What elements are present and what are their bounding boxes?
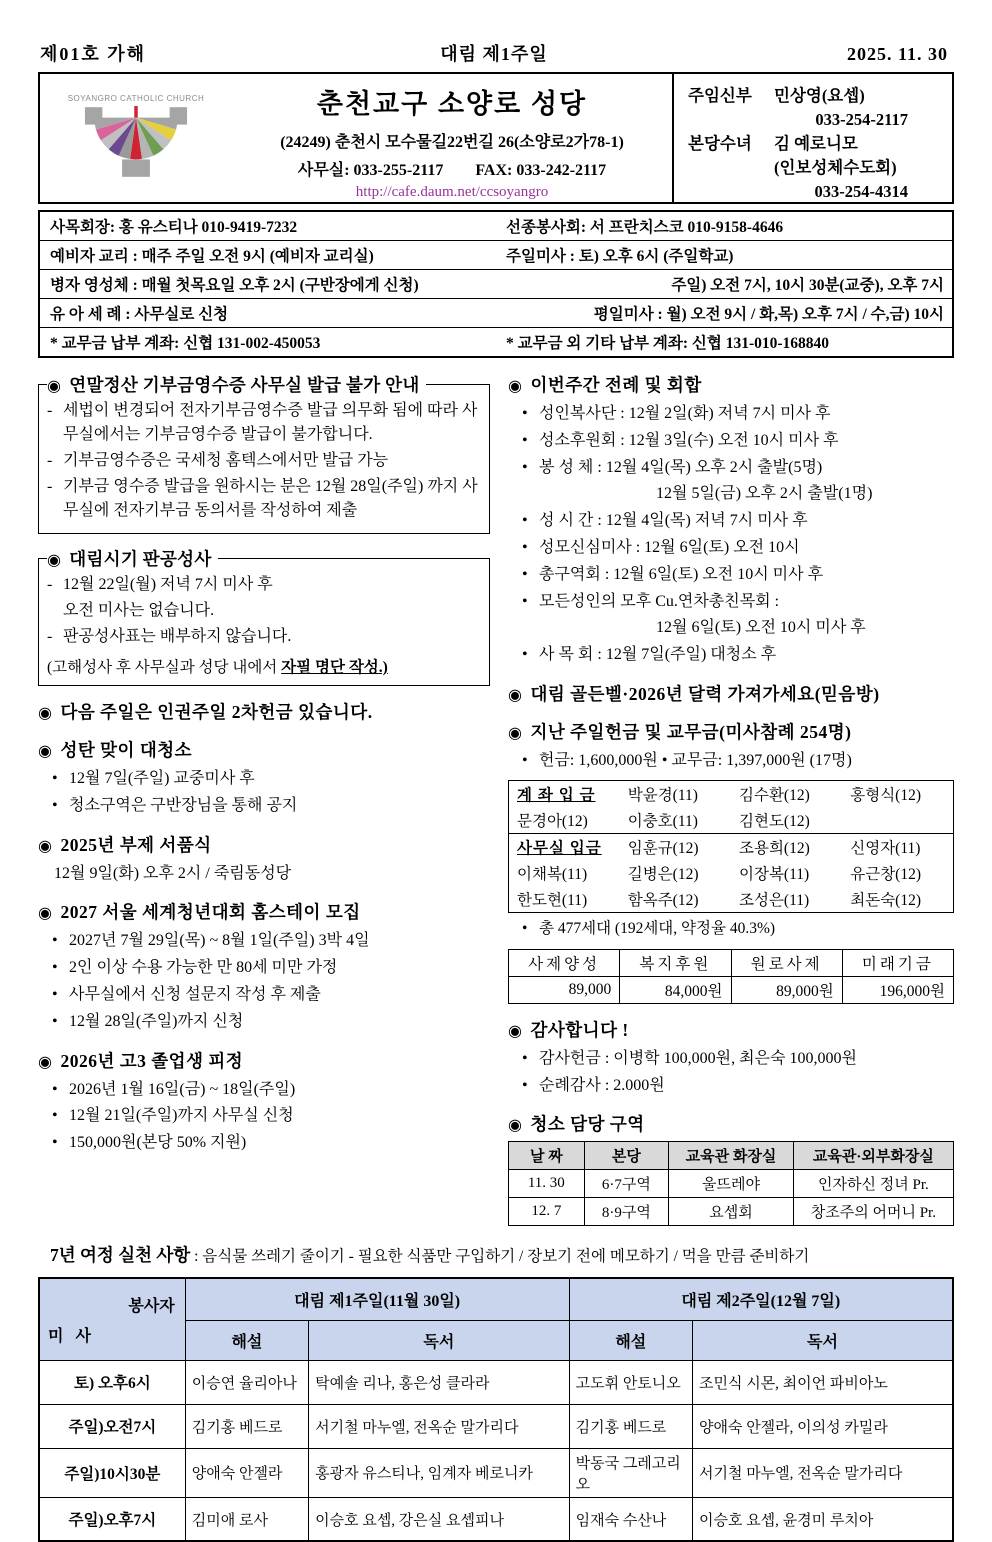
info-cell: * 교무금 납부 계좌: 신협 131-002-450053	[39, 328, 496, 358]
item-text: 총 477세대 (192세대, 약정율 40.3%)	[539, 919, 776, 937]
dash-marker-icon: -	[47, 576, 53, 593]
fax-number: FAX: 033-242-2117	[475, 162, 607, 179]
sister-role: 본당수녀	[688, 133, 752, 153]
table-header-row	[509, 1142, 954, 1170]
table-row	[39, 1404, 953, 1448]
note-emphasis: 자필 명단 작성.)	[281, 659, 388, 676]
bullet-marker-icon: •	[52, 985, 58, 1003]
donor-cell: 박윤경(11)	[627, 786, 698, 804]
list-item	[508, 536, 954, 561]
section-cleaning-title	[38, 737, 490, 762]
list-item	[38, 1131, 490, 1156]
donor-cell: 김현도(12)	[739, 812, 810, 830]
item-text: 성 시 간 : 12월 4일(목) 저녁 7시 미사 후	[539, 512, 808, 530]
server-cell: 이승호 요셉, 윤경미 루치아	[692, 1497, 953, 1541]
table-row	[509, 1170, 954, 1198]
cleaning-table	[508, 1141, 954, 1226]
server-cell: 탁예솔 리나, 홍은성 클라라	[309, 1360, 569, 1404]
list-item	[508, 563, 954, 588]
section-cleanzone-title	[508, 1111, 954, 1136]
donor-cell: 최돈숙(12)	[850, 891, 921, 909]
sister-phone: 033-254-4314	[814, 181, 908, 201]
list-item	[38, 1104, 490, 1129]
section-liturgy-title	[508, 372, 954, 397]
header-box	[38, 72, 954, 204]
church-phones	[232, 157, 672, 180]
donor-cell: 이장복(11)	[739, 865, 810, 883]
item-continuation: 12월 5일(금) 오후 2시 출발(1명)	[656, 485, 873, 503]
server-cell: 서기철 마누엘, 전옥순 말가리다	[309, 1404, 569, 1448]
list-item	[508, 1047, 954, 1072]
info-cell: 평일미사 : 월) 오전 9시 / 화,목) 오후 7시 / 수,금) 10시	[496, 299, 953, 328]
item-text: 세법이 변경되어 전자기부금영수증 발급 의무화 됨에 따라 사무실에서는 기부금영수증 발급이 불가합니다.	[63, 402, 478, 443]
donor-cell: 문경아(12)	[517, 812, 588, 830]
item-text: 기부금영수증은 국세청 홈텍스에서만 발급 가능	[63, 452, 389, 469]
list-item	[38, 794, 490, 819]
donor-cell: 임훈규(12)	[620, 833, 731, 860]
list-item	[38, 1078, 490, 1103]
cell: 울뜨레야	[669, 1170, 794, 1198]
list-item	[508, 402, 954, 427]
section-offering-title	[508, 719, 954, 744]
dash-marker-icon: -	[47, 478, 53, 495]
bullet-marker-icon: •	[522, 538, 528, 556]
list-item	[38, 929, 490, 954]
table-row	[39, 211, 953, 241]
server-cell: 박동국 그레고리오	[569, 1448, 692, 1497]
bullet-marker-icon: •	[522, 512, 528, 530]
cell: 11. 30	[509, 1170, 585, 1198]
section-marker-icon: ◉	[47, 378, 62, 395]
server-cell: 양애숙 안젤라, 이의성 카밀라	[692, 1404, 953, 1448]
section-title: 대림시기 판공성사	[69, 549, 212, 569]
sister-row	[688, 132, 942, 156]
section-title: 연말정산 기부금영수증 사무실 발급 불가 안내	[69, 375, 420, 395]
fund-amount: 84,000원	[620, 976, 731, 1003]
table-row	[39, 299, 953, 328]
left-column	[38, 370, 490, 1230]
item-text: 2인 이상 수용 가능한 만 80세 미만 가정	[69, 959, 338, 977]
list-item	[47, 625, 481, 649]
section-marker-icon: ◉	[508, 1022, 523, 1040]
church-name: 춘천교구 소양로 성당	[316, 89, 588, 119]
corner-label-bottom: 미 사	[48, 1327, 95, 1345]
server-cell: 이승호 요셉, 강은실 요셉피나	[309, 1497, 569, 1541]
dash-marker-icon: -	[47, 628, 53, 645]
item-text: 기부금 영수증 발급을 원하시는 분은 12월 28일(주일) 까지 사무실에 전자기부금 동의서를 작성하여 제출	[63, 478, 478, 519]
column-header: 교육관·외부화장실	[793, 1142, 953, 1170]
sister-order: (인보성체수도회)	[774, 157, 897, 177]
section-title: 감사합니다 !	[530, 1019, 629, 1040]
church-address: (24249) 춘천시 모수물길22번길 26(소양로2가78-1)	[280, 134, 624, 151]
table-row	[509, 807, 954, 834]
fund-header: 사제양성	[509, 949, 620, 976]
week-group-header: 대림 제1주일(11월 30일)	[185, 1278, 569, 1320]
confession-note	[47, 655, 481, 677]
section-thanks-title	[508, 1017, 954, 1042]
section-goldenbell-title	[508, 681, 954, 706]
section-title: 지난 주일헌금 및 교무금(미사참례 254명)	[530, 721, 852, 742]
bullet-marker-icon: •	[52, 1134, 58, 1152]
donor-cell: 길병은(12)	[627, 865, 699, 883]
sister-name: 김 예로니모	[774, 133, 858, 153]
column-header: 독서	[692, 1320, 953, 1360]
section-title: 이번주간 전례 및 회합	[530, 375, 702, 395]
server-cell: 김기홍 베드로	[569, 1404, 692, 1448]
cell: 8·9구역	[584, 1198, 669, 1226]
offering-summary	[508, 749, 954, 774]
pastor-row	[688, 84, 942, 108]
table-row	[39, 1448, 953, 1497]
fund-amount: 89,000	[509, 976, 620, 1003]
table-row	[39, 1360, 953, 1404]
note-text: (고해성사 후 사무실과 성당 내에서	[47, 659, 282, 676]
item-text: 청소구역은 구반장님을 통해 공지	[69, 796, 298, 814]
list-item	[47, 449, 481, 473]
list-item	[508, 590, 954, 615]
info-cell: 병자 영성체 : 매월 첫목요일 오후 2시 (구반장에게 신청)	[39, 270, 496, 299]
info-cell: 유 아 세 례 : 사무실로 신청	[39, 299, 496, 328]
donor-cell: 신영자(11)	[842, 833, 953, 860]
bullet-marker-icon: •	[522, 919, 528, 937]
right-column	[508, 370, 954, 1230]
church-fan-logo-icon	[78, 106, 194, 183]
list-item	[47, 399, 481, 447]
diagonal-corner-cell	[39, 1278, 185, 1360]
clergy-contacts	[672, 74, 952, 202]
item-text: 성모신심미사 : 12월 6일(토) 오전 10시	[539, 538, 800, 556]
list-item	[47, 573, 481, 597]
list-item	[38, 983, 490, 1008]
table-header-row	[39, 1278, 953, 1320]
cell: 인자하신 정녀 Pr.	[793, 1170, 953, 1198]
info-cell: * 교무금 외 기타 납부 계좌: 신협 131-010-168840	[496, 328, 953, 358]
table-row	[509, 780, 954, 807]
item-text: 2026년 1월 16일(금) ~ 18일(주일)	[69, 1080, 296, 1098]
item-text: 12월 7일(주일) 교중미사 후	[69, 770, 255, 787]
column-header: 본당	[584, 1142, 669, 1170]
issue-date: 2025. 11. 30	[846, 44, 948, 64]
deposit-header: 계 좌 입 금	[517, 786, 596, 804]
section-title: 2026년 고3 졸업생 피정	[60, 1050, 244, 1071]
bullet-marker-icon: •	[52, 1012, 58, 1030]
bullet-marker-icon: •	[52, 770, 58, 787]
section-title: 청소 담당 구역	[530, 1114, 645, 1135]
table-row	[39, 270, 953, 299]
table-row	[509, 1198, 954, 1226]
bullet-marker-icon: •	[522, 565, 528, 583]
section-title: 대림 골든벨·2026년 달력 가져가세요(믿음방)	[530, 683, 880, 704]
server-cell: 서기철 마누엘, 전옥순 말가리다	[692, 1448, 953, 1497]
donor-cell: 유근창(12)	[850, 865, 921, 883]
church-identity	[232, 74, 672, 202]
table-row	[39, 328, 953, 358]
section-marker-icon: ◉	[38, 743, 53, 760]
server-cell: 김미애 로사	[185, 1497, 308, 1541]
section-ordination-title	[38, 832, 490, 857]
mass-time: 주일)10시30분	[39, 1448, 185, 1497]
bullet-marker-icon: •	[522, 592, 528, 610]
list-item	[47, 475, 481, 523]
donor-cell	[842, 807, 953, 834]
donor-cell: 김수환(12)	[739, 786, 810, 804]
parish-info-table	[38, 210, 954, 358]
item-text: 성소후원회 : 12월 3일(수) 오전 10시 미사 후	[539, 431, 839, 449]
item-text: 감사헌금 : 이병학 100,000원, 최은숙 100,000원	[539, 1049, 857, 1067]
item-text: 150,000원(본당 50% 지원)	[69, 1134, 247, 1152]
server-cell: 김기홍 베드로	[185, 1404, 308, 1448]
section-title: 2025년 부제 서품식	[60, 834, 212, 855]
item-text: 12월 28일(주일)까지 신청	[69, 1012, 244, 1030]
section-marker-icon: ◉	[38, 837, 53, 855]
item-continuation: 12월 6일(토) 오전 10시 미사 후	[656, 619, 866, 637]
column-header: 교육관 화장실	[669, 1142, 794, 1170]
bullet-marker-icon: •	[52, 932, 58, 950]
journey-text: : 음식물 쓰레기 줄이기 - 필요한 식품만 구입하기 / 장보기 전에 메모하기 / 먹을 만큼 준비하기	[194, 1248, 810, 1266]
table-row	[509, 833, 954, 860]
donor-cell: 함옥주(12)	[627, 891, 699, 909]
section-marker-icon: ◉	[508, 378, 523, 395]
section-second-collection	[38, 699, 490, 724]
section-marker-icon: ◉	[508, 724, 523, 742]
item-text: 헌금: 1,600,000원 • 교무금: 1,397,000원 (17명)	[539, 751, 852, 769]
list-item	[508, 456, 954, 481]
logo-caption: SOYANGRO CATHOLIC CHURCH	[67, 93, 205, 103]
column-header: 해설	[185, 1320, 308, 1360]
bullet-marker-icon: •	[522, 751, 528, 769]
donor-cell: 이채복(11)	[517, 865, 588, 883]
list-item	[38, 956, 490, 981]
item-text: 봉 성 체 : 12월 4일(목) 오후 2시 출발(5명)	[539, 458, 823, 476]
item-text: 판공성사표는 배부하지 않습니다.	[63, 628, 292, 645]
item-text: 12월 9일(화) 오후 2시 / 죽림동성당	[54, 864, 292, 882]
server-cell: 고도휘 안토니오	[569, 1360, 692, 1404]
table-row	[509, 949, 954, 976]
fund-header: 미래기금	[842, 949, 953, 976]
bullet-marker-icon: •	[522, 405, 528, 422]
issue-number: 제01호 가해	[40, 44, 147, 64]
bullet-marker-icon: •	[52, 796, 58, 814]
item-text: 총구역회 : 12월 6일(토) 오전 10시 미사 후	[539, 565, 824, 583]
section-marker-icon: ◉	[508, 1117, 523, 1135]
page-title: 대림 제1주일	[440, 44, 548, 64]
bullet-marker-icon: •	[522, 458, 528, 476]
list-item	[38, 1010, 490, 1035]
mass-time: 주일)오전7시	[39, 1404, 185, 1448]
cell: 요셉회	[669, 1198, 794, 1226]
table-row	[509, 976, 954, 1003]
fund-amount: 89,000원	[731, 976, 842, 1003]
server-cell: 홍광자 유스티나, 임계자 베로니카	[309, 1448, 569, 1497]
dash-marker-icon: -	[47, 402, 53, 419]
server-cell: 조민식 시몬, 최이언 파비아노	[692, 1360, 953, 1404]
column-header: 날 짜	[509, 1142, 585, 1170]
list-item	[508, 643, 954, 668]
table-row	[39, 1497, 953, 1541]
section-title: 다음 주일은 인권주일 2차헌금 있습니다.	[60, 702, 373, 722]
deposit-table	[508, 780, 954, 913]
info-cell: 사목회장: 홍 유스티나 010-9419-7232	[50, 219, 298, 236]
deposit-header: 사무실 입금	[509, 833, 620, 860]
section-marker-icon: ◉	[38, 905, 53, 923]
server-cell: 임재숙 수산나	[569, 1497, 692, 1541]
info-cell: 예비자 교리 : 매주 주일 오전 9시 (예비자 교리실)	[39, 241, 496, 270]
fund-amount: 196,000원	[842, 976, 953, 1003]
list-item	[508, 429, 954, 454]
fund-header: 원로사제	[731, 949, 842, 976]
bullet-marker-icon: •	[52, 959, 58, 977]
dash-marker-icon: -	[47, 452, 53, 469]
section-wyd-title	[38, 899, 490, 924]
section-confession	[38, 546, 490, 686]
mass-time: 토) 오후6시	[39, 1360, 185, 1404]
cell: 12. 7	[509, 1198, 585, 1226]
journey-practice-line	[38, 1242, 954, 1267]
list-item	[508, 509, 954, 534]
item-text: 순례감사 : 2.000원	[539, 1076, 665, 1094]
info-cell: 주일미사 : 토) 오후 6시 (주일학교)	[496, 241, 953, 270]
column-header: 독서	[309, 1320, 569, 1360]
section-marker-icon: ◉	[508, 686, 523, 704]
item-text: 모든성인의 모후 Cu.연차총친목회 :	[539, 592, 780, 610]
pastor-phone: 033-254-2117	[815, 109, 908, 129]
item-continuation: 오전 미사는 없습니다.	[63, 602, 215, 619]
info-cell: 선종봉사회: 서 프란치스코 010-9158-4646	[506, 219, 784, 236]
fund-table	[508, 949, 954, 1004]
section-retreat-title	[38, 1048, 490, 1073]
list-item	[508, 1074, 954, 1099]
donor-cell: 이충호(11)	[627, 812, 698, 830]
section-marker-icon: ◉	[38, 705, 53, 722]
item-text: 12월 21일(주일)까지 사무실 신청	[69, 1107, 294, 1125]
donor-cell: 홍형식(12)	[850, 786, 921, 804]
section-donation-receipt	[38, 372, 490, 534]
office-phone: 사무실: 033-255-2117	[297, 162, 444, 179]
item-text: 성인복사단 : 12월 2일(화) 저녁 7시 미사 후	[539, 405, 831, 422]
bullet-marker-icon: •	[52, 1107, 58, 1125]
bullet-marker-icon: •	[522, 1049, 528, 1067]
pastor-name: 민상영(요셉)	[774, 86, 865, 105]
section-marker-icon: ◉	[47, 552, 62, 569]
table-row	[39, 241, 953, 270]
table-row	[509, 860, 954, 886]
bullet-marker-icon: •	[522, 646, 528, 664]
journey-label: 7년 여정 실천 사항	[50, 1245, 191, 1266]
bullet-marker-icon: •	[522, 431, 528, 449]
pastor-role: 주임신부	[688, 86, 752, 105]
corner-label-top: 봉사자	[128, 1298, 175, 1316]
item-text: 2027년 7월 29일(목) ~ 8월 1일(주일) 3박 4일	[69, 932, 370, 950]
server-cell: 양애숙 안젤라	[185, 1448, 308, 1497]
column-header: 해설	[569, 1320, 692, 1360]
mass-time: 주일)오후7시	[39, 1497, 185, 1541]
bullet-marker-icon: •	[522, 1076, 528, 1094]
donor-cell: 한도현(11)	[517, 891, 588, 909]
fund-header: 복지후원	[620, 949, 731, 976]
bullet-marker-icon: •	[52, 1080, 58, 1098]
info-cell: 주일) 오전 7시, 10시 30분(교중), 오후 7시	[496, 270, 953, 299]
top-line	[38, 40, 954, 72]
church-logo	[40, 74, 232, 202]
household-total	[508, 917, 954, 941]
donor-cell: 조용희(12)	[731, 833, 842, 860]
cell: 창조주의 어머니 Pr.	[793, 1198, 953, 1226]
item-text: 사 목 회 : 12월 7일(주일) 대청소 후	[539, 646, 777, 664]
section-title: 성탄 맞이 대청소	[60, 740, 193, 760]
item-text: 사무실에서 신청 설문지 작성 후 제출	[69, 985, 321, 1003]
list-item	[38, 767, 490, 792]
donor-cell: 조성은(11)	[739, 891, 810, 909]
section-title: 2027 서울 세계청년대회 홈스테이 모집	[60, 902, 361, 923]
section-marker-icon: ◉	[38, 1053, 53, 1071]
item-text: 12월 22일(월) 저녁 7시 미사 후	[63, 576, 273, 593]
cell: 6·7구역	[584, 1170, 669, 1198]
mass-servers-table	[38, 1277, 954, 1542]
table-row	[509, 886, 954, 913]
week-group-header: 대림 제2주일(12월 7일)	[569, 1278, 953, 1320]
church-website-link[interactable]: http://cafe.daum.net/ccsoyangro	[355, 184, 549, 200]
server-cell: 이승연 율리아나	[185, 1360, 308, 1404]
